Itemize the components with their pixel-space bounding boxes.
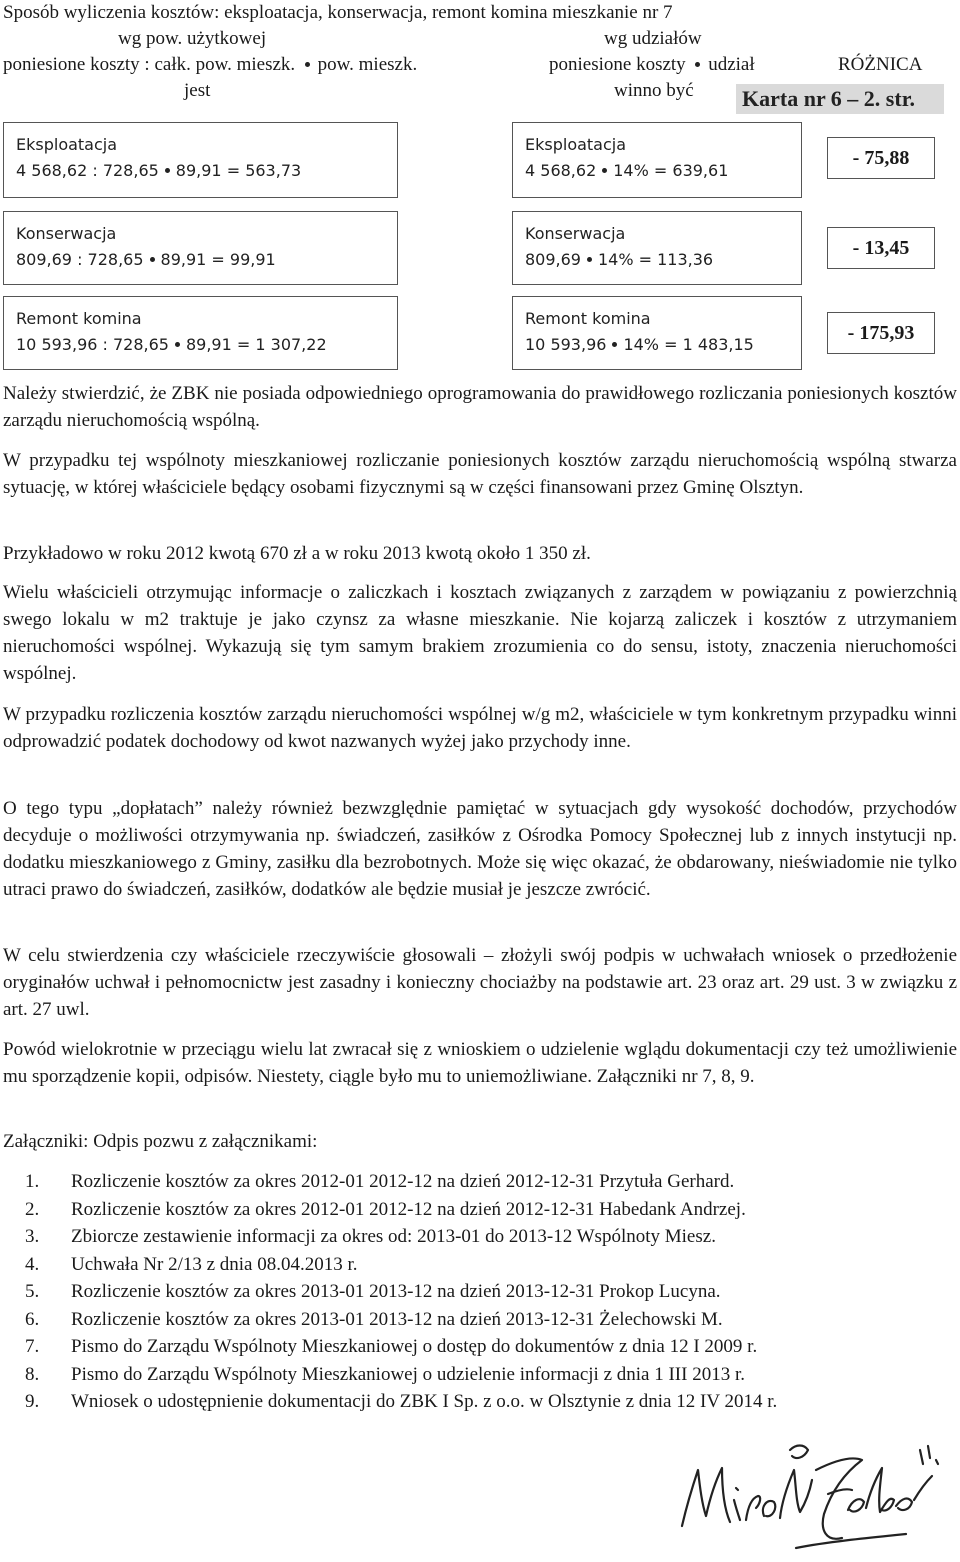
left-calculation: 809,69 : 728,65 89,91 = 99,91 — [16, 250, 276, 269]
left-column-heading: wg pow. użytkowej — [118, 28, 267, 49]
row-title: Remont komina — [525, 309, 651, 328]
card-label: Karta nr 6 – 2. str. — [736, 84, 944, 114]
left-box-konserwacja — [3, 211, 398, 285]
list-item: 6. Rozliczenie kosztów za okres 2013-01 2013-12 na dzień 2013-12-31 Żelechowski M. — [25, 1308, 723, 1330]
row-title: Konserwacja — [16, 224, 117, 243]
row-title: Konserwacja — [525, 224, 626, 243]
row-title: Eksploatacja — [525, 135, 627, 154]
should-label: winno być — [614, 80, 694, 101]
right-formula — [549, 54, 755, 76]
left-formula-b: pow. mieszk. — [317, 54, 418, 75]
difference-eksploatacja: - 75,88 — [827, 137, 935, 179]
right-formula-b: udział — [708, 54, 755, 75]
row-title: Remont komina — [16, 309, 142, 328]
right-box-konserwacja — [512, 211, 802, 285]
paragraph-2: W przypadku tej wspólnoty mieszkaniowej rozliczanie poniesionych kosztów zarządu nieruchomością wspólną stwarza sytuację, w której właściciele będący osobami fizycznymi są w części finansowani przez Gminę Olsztyn. — [3, 450, 957, 498]
right-formula-a: poniesione koszty — [549, 54, 686, 75]
list-item: 2. Rozliczenie kosztów za okres 2012-01 2012-12 na dzień 2012-12-31 Habedank Andrzej. — [25, 1198, 746, 1220]
list-item: 9. Wniosek o udostępnienie dokumentacji do ZBK I Sp. z o.o. w Olsztynie z dnia 12 IV 2014 r. — [25, 1391, 778, 1412]
left-formula-a: poniesione koszty : całk. pow. mieszk. — [3, 54, 296, 75]
list-item: 5. Rozliczenie kosztów za okres 2013-01 2013-12 na dzień 2013-12-31 Prokop Lucyna. — [25, 1281, 721, 1302]
left-calculation: 10 593,96 : 728,65 89,91 = 1 307,22 — [16, 335, 327, 354]
paragraph-7: W celu stwierdzenia czy właściciele rzeczywiście głosowali – złożyli swój podpis w uchwałach wniosek o przedłożenie oryginałów uchwał i pełnomocnictw jest zasadny i konieczny chociażby na podstawie art. 23 oraz art. 29 ust. 3 w związku z art. 27 uwl. — [3, 945, 957, 1020]
left-calculation: 4 568,62 : 728,65 89,91 = 563,73 — [16, 161, 302, 180]
paragraph-5: W przypadku rozliczenia kosztów zarządu nieruchomości wspólnej w/g m2, właściciele w tym konkretnym przypadku winni odprowadzić podatek dochodowy od kwot nazwanych wyżej jako przychody inne. — [3, 704, 957, 752]
attachment-list — [3, 1168, 957, 1416]
paragraph-3: Przykładowo w roku 2012 kwotą 670 zł a w roku 2013 kwotą około 1 350 zł. — [3, 543, 591, 564]
left-formula — [3, 54, 417, 76]
left-box-eksploatacja — [3, 122, 398, 198]
list-item: 7. Pismo do Zarządu Wspólnoty Mieszkaniowej o dostęp do dokumentów z dnia 12 I 2009 r. — [25, 1336, 758, 1357]
difference-heading: RÓŻNICA — [838, 54, 923, 75]
left-box-remont-komina — [3, 296, 398, 370]
difference-konserwacja: - 13,45 — [827, 227, 935, 269]
signature — [676, 1430, 946, 1558]
attachments-heading: Załączniki: Odpis pozwu z załącznikami: — [3, 1131, 318, 1152]
right-calculation: 10 593,96 14% = 1 483,15 — [525, 335, 754, 354]
page-title: Sposób wyliczenia kosztów: eksploatacja, konserwacja, remont komina mieszkanie nr 7 — [3, 2, 673, 23]
list-item: 8. Pismo do Zarządu Wspólnoty Mieszkaniowej o udzielenie informacji z dnia 1 III 2013 r. — [25, 1363, 745, 1385]
difference-remont-komina: - 175,93 — [827, 312, 935, 354]
paragraph-1: Należy stwierdzić, że ZBK nie posiada odpowiedniego oprogramowania do prawidłowego rozliczania poniesionych kosztów zarządu nieruchomością wspólną. — [3, 383, 957, 431]
bullet-icon — [695, 62, 700, 67]
list-item: 1. Rozliczenie kosztów za okres 2012-01 2012-12 na dzień 2012-12-31 Przytuła Gerhard. — [25, 1171, 735, 1192]
is-label: jest — [184, 80, 211, 101]
right-box-eksploatacja — [512, 122, 802, 198]
right-column-heading: wg udziałów — [604, 28, 702, 49]
right-box-remont-komina — [512, 296, 802, 370]
list-item: 4. Uchwała Nr 2/13 z dnia 08.04.2013 r. — [25, 1253, 358, 1275]
bullet-icon — [305, 62, 310, 67]
paragraph-4: Wielu właścicieli otrzymując informacje o zaliczkach i kosztach związanych z zarządem w powiązaniu z powierzchnią swego lokalu w m2 traktuje je jako czynsz za własne mieszkanie. Nie kojarzą zaliczek i kosztów z utrzymaniem nieruchomości wspólnej. Wykazują się tym samym brakiem zrozumienia co do sensu, istoty, znaczenia nieruchomości wspólnej. — [3, 582, 957, 684]
right-calculation: 809,69 14% = 113,36 — [525, 250, 714, 269]
paragraph-8: Powód wielokrotnie w przeciągu wielu lat zwracał się z wnioskiem o udzielenie wglądu dokumentacji czy też umożliwienie mu sporządzenie kopii, odpisów. Niestety, ciągle było mu to uniemożliwiane. Załączniki nr 7, 8, 9. — [3, 1039, 957, 1087]
right-calculation: 4 568,62 14% = 639,61 — [525, 161, 729, 180]
paragraph-6: O tego typu „dopłatach” należy również bezwzględnie pamiętać w sytuacjach gdy wysokość dochodów, przychodów decyduje o możliwości otrzymywania np. świadczeń, zasiłków z Ośrodka Pomocy Społecznej lub z innych instytucji np. dodatku mieszkaniowego z Gminy, zasiłku dla bezrobotnych. Może się więc okazać, że obdarowany, nieświadomie nie tylko utraci prawo do świadczeń, zasiłków, dodatków ale będzie musiał je jeszcze zwrócić. — [3, 798, 957, 900]
list-item: 3. Zbiorcze zestawienie informacji za okres od: 2013-01 do 2013-12 Wspólnoty Miesz. — [25, 1226, 716, 1247]
row-title: Eksploatacja — [16, 135, 118, 154]
